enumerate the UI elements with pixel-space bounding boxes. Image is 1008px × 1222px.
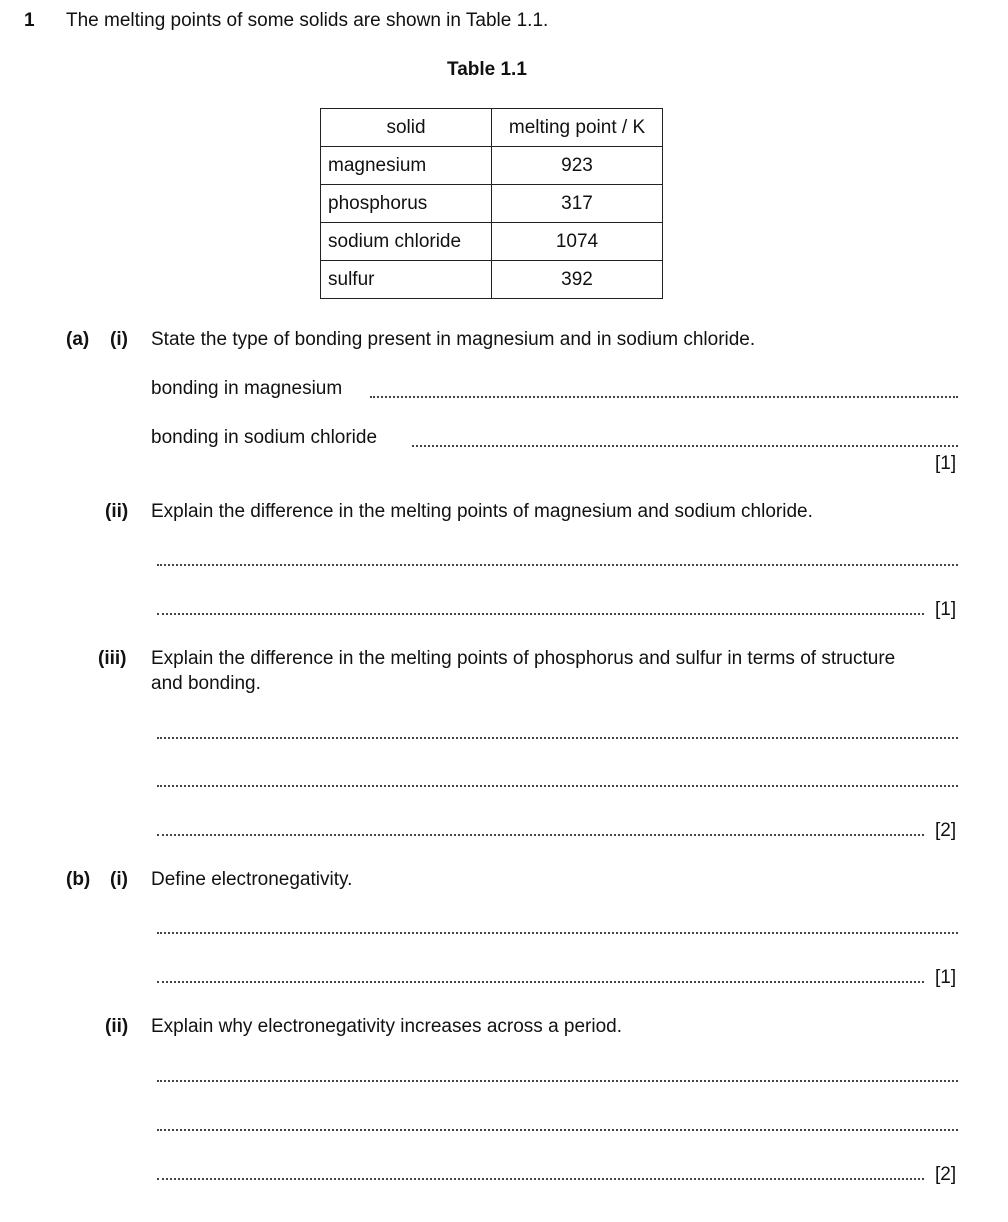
cell-solid: sulfur <box>321 261 492 299</box>
answer-line[interactable] <box>157 1129 958 1131</box>
bonding-sodium-chloride-prompt: bonding in sodium chloride <box>151 427 378 448</box>
part-a-iii-question-line1: Explain the difference in the melting points of phosphorus and sulfur in terms of structure <box>151 648 896 669</box>
table-row <box>321 261 663 299</box>
part-a-i-question: State the type of bonding present in magnesium and in sodium chloride. <box>151 329 756 350</box>
part-a-ii-label: (ii) <box>105 501 129 522</box>
cell-melting-point: 317 <box>492 185 663 223</box>
marks-a-iii: [2] <box>935 820 957 841</box>
answer-line[interactable] <box>157 785 958 787</box>
column-header-melting-point: melting point / K <box>492 109 663 147</box>
answer-line[interactable] <box>157 981 924 983</box>
answer-line[interactable] <box>157 932 958 934</box>
cell-solid: phosphorus <box>321 185 492 223</box>
cell-melting-point: 923 <box>492 147 663 185</box>
question-intro: The melting points of some solids are shown in Table 1.1. <box>66 10 549 31</box>
table-row <box>321 223 663 261</box>
answer-line[interactable] <box>157 834 924 836</box>
part-a-iii-label: (iii) <box>98 648 127 669</box>
answer-line[interactable] <box>157 1080 958 1082</box>
cell-solid: sodium chloride <box>321 223 492 261</box>
table-header-row <box>321 109 663 147</box>
answer-line[interactable] <box>157 613 924 615</box>
question-number: 1 <box>24 10 35 31</box>
marks-b-ii: [2] <box>935 1164 957 1185</box>
cell-solid: magnesium <box>321 147 492 185</box>
part-b-ii-question: Explain why electronegativity increases across a period. <box>151 1016 623 1037</box>
answer-line[interactable] <box>157 564 958 566</box>
part-a-iii-question-line2: and bonding. <box>151 673 261 694</box>
table-caption: Table 1.1 <box>447 59 527 80</box>
bonding-magnesium-prompt: bonding in magnesium <box>151 378 343 399</box>
column-header-solid: solid <box>321 109 492 147</box>
melting-point-table <box>320 108 663 299</box>
part-a-label: (a) <box>66 329 90 350</box>
answer-line-bonding-sodium-chloride[interactable] <box>412 445 958 447</box>
answer-line-bonding-magnesium[interactable] <box>370 396 958 398</box>
answer-line[interactable] <box>157 737 958 739</box>
part-a-i-label: (i) <box>110 329 128 350</box>
part-b-i-label: (i) <box>110 869 128 890</box>
marks-a-i: [1] <box>935 453 957 474</box>
marks-b-i: [1] <box>935 967 957 988</box>
marks-a-ii: [1] <box>935 599 957 620</box>
part-b-ii-label: (ii) <box>105 1016 129 1037</box>
part-b-label: (b) <box>66 869 91 890</box>
table-row <box>321 185 663 223</box>
part-b-i-question: Define electronegativity. <box>151 869 353 890</box>
table-row <box>321 147 663 185</box>
part-a-ii-question: Explain the difference in the melting points of magnesium and sodium chloride. <box>151 501 813 522</box>
answer-line[interactable] <box>157 1178 924 1180</box>
cell-melting-point: 392 <box>492 261 663 299</box>
cell-melting-point: 1074 <box>492 223 663 261</box>
